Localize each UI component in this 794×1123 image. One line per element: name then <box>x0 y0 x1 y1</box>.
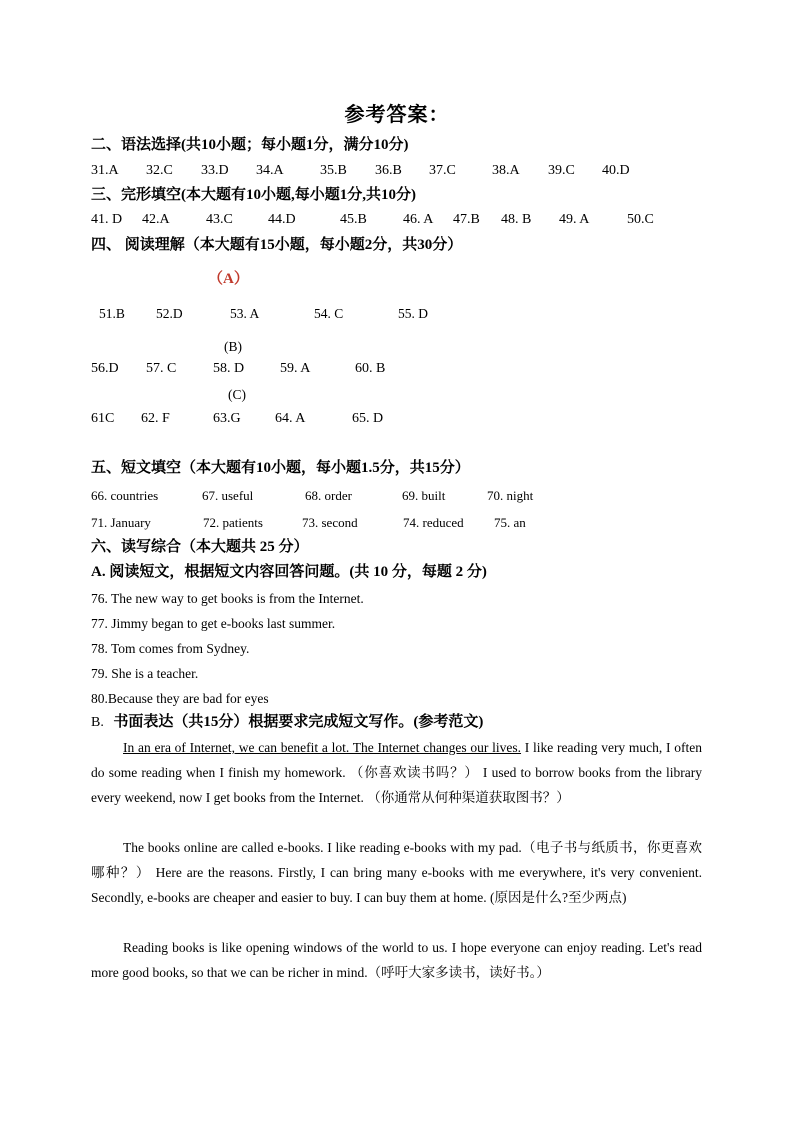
answer-item: 40.D <box>602 163 630 178</box>
answer-item: 57. C <box>146 361 177 376</box>
answer-line: 77. Jimmy began to get e-books last summer. <box>91 616 336 631</box>
answer-item: 37.C <box>429 163 456 178</box>
answer-item: 64. A <box>275 411 306 426</box>
part-label-c: (C) <box>228 387 246 402</box>
answer-item: 75. an <box>494 515 526 530</box>
answer-item: 67. useful <box>202 488 254 503</box>
answer-item: 53. A <box>230 306 260 321</box>
answer-item: 72. patients <box>203 515 263 530</box>
answer-item: 34.A <box>256 163 284 178</box>
answer-item: 41. D <box>91 212 123 227</box>
answer-item: 51.B <box>99 306 125 321</box>
answer-item: 45.B <box>340 212 367 227</box>
answer-item: 56.D <box>91 361 119 376</box>
answer-item: 44.D <box>268 212 296 227</box>
answer-item: 38.A <box>492 163 520 178</box>
page-title: 参考答案： <box>344 104 450 126</box>
part-label-a: （A） <box>208 271 249 287</box>
answer-item: 43.C <box>206 212 233 227</box>
answer-item: 36.B <box>375 163 402 178</box>
answer-item: 58. D <box>213 361 245 376</box>
answer-item: 48. B <box>501 212 532 227</box>
answer-item: 74. reduced <box>403 515 464 530</box>
section-heading-read-write: 六、读写综合（本大题共 25 分） <box>91 539 309 555</box>
section-heading-cloze: 三、完形填空(本大题有10小题,每小题1分,共10分) <box>91 187 416 203</box>
answer-item: 33.D <box>201 163 229 178</box>
section-heading-fill-blanks: 五、短文填空（本大题有10小题，每小题1.5分，共15分） <box>91 460 470 476</box>
answer-item: 61C <box>91 411 115 426</box>
answer-item: 50.C <box>627 212 654 227</box>
answer-line: 80.Because they are bad for eyes <box>91 691 269 706</box>
answer-item: 63.G <box>213 411 241 426</box>
essay-paragraph-3: Reading books is like opening windows of the world to us. I hope everyone can enjoy reading. Let's read more good books, so that we can be richer in mind.（呼吁大家多读书，读好书。） <box>91 940 702 980</box>
answer-item: 59. A <box>280 361 311 376</box>
essay-paragraph-2: The books online are called e-books. I like reading e-books with my pad.（电子书与纸质书，你更喜欢哪种？） Here are the reasons. Firstly, I can bring many e-books with me everywhere, it's very convenient. Secondly, e-books are cheaper and easier to buy. I can buy them at home. (原因是什么?至少两点) <box>91 840 702 905</box>
answer-item: 71. January <box>91 515 151 530</box>
answer-line: 76. The new way to get books is from the Internet. <box>91 591 364 606</box>
answer-line: 78. Tom comes from Sydney. <box>91 641 250 656</box>
answer-item: 32.C <box>146 163 173 178</box>
part-heading-b <box>91 713 483 732</box>
section-heading-grammar: 二、语法选择(共10小题；每小题1分，满分10分) <box>91 137 409 153</box>
answer-item: 68. order <box>305 488 352 503</box>
answer-item: 65. D <box>352 411 384 426</box>
answer-item: 66. countries <box>91 488 159 503</box>
essay-text: I like reading very much, I often do some reading when I finish my homework. （你喜欢读书吗？） I used to borrow books from the library every weekend, now I get books from the Internet. （你通常从何种渠道获取图书？） <box>91 740 702 805</box>
answer-item: 62. F <box>141 411 170 426</box>
part-label-b: (B) <box>224 339 242 354</box>
section-heading-reading: 四、 阅读理解（本大题有15小题，每小题2分，共30分） <box>91 237 463 253</box>
answer-item: 47.B <box>453 212 480 227</box>
answer-item: 55. D <box>398 306 428 321</box>
answer-item: 54. C <box>314 306 344 321</box>
answer-item: 70. night <box>487 488 534 503</box>
answer-line: 79. She is a teacher. <box>91 666 199 681</box>
answer-item: 73. second <box>302 515 358 530</box>
answer-item: 46. A <box>403 212 434 227</box>
answer-item: 35.B <box>320 163 347 178</box>
answer-item: 60. B <box>355 361 386 376</box>
part-prefix: B. <box>91 715 104 730</box>
answer-item: 49. A <box>559 212 590 227</box>
part-heading-a: A. 阅读短文，根据短文内容回答问题。(共 10 分，每题 2 分) <box>91 564 487 580</box>
essay-underlined-sentence: In an era of Internet, we can benefit a lot. The Internet changes our lives. <box>123 740 522 755</box>
answer-item: 31.A <box>91 163 119 178</box>
answer-item: 69. built <box>402 488 446 503</box>
answer-item: 52.D <box>156 306 183 321</box>
answer-item: 39.C <box>548 163 575 178</box>
essay-paragraph-1 <box>91 735 702 810</box>
part-title: 书面表达（共15分）根据要求完成短文写作。(参考范文) <box>113 714 484 730</box>
answer-item: 42.A <box>142 212 170 227</box>
